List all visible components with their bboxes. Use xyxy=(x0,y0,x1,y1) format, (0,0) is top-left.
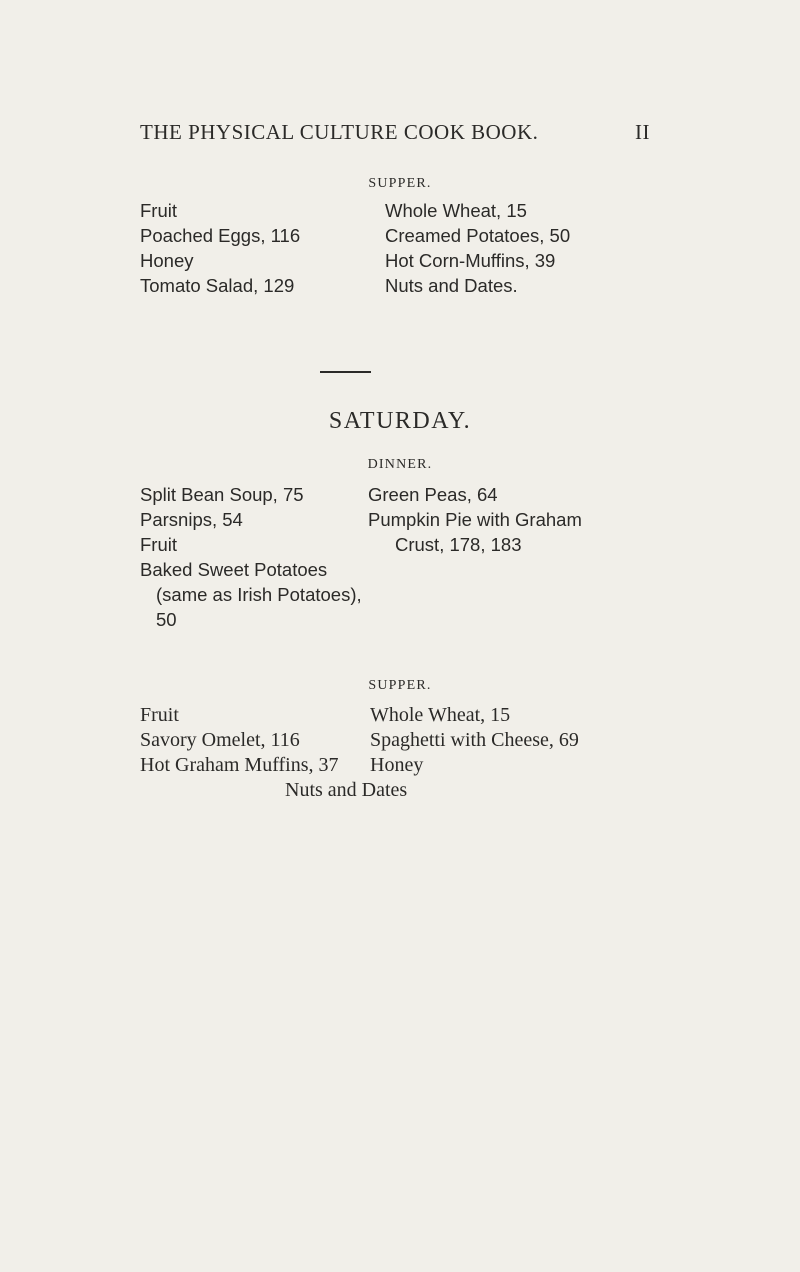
supper-heading: SUPPER. xyxy=(368,176,432,191)
menu-item: Whole Wheat, 15 xyxy=(370,704,511,726)
saturday-supper-left-column xyxy=(140,703,339,778)
menu-item: Pumpkin Pie with Graham xyxy=(368,509,582,530)
running-title: THE PHYSICAL CULTURE COOK BOOK. xyxy=(140,120,539,144)
page-number: II xyxy=(635,120,650,144)
dinner-left-column xyxy=(140,482,362,632)
dinner-heading: DINNER. xyxy=(367,457,433,472)
menu-item: Fruit xyxy=(140,534,177,555)
supper-left-column xyxy=(140,198,300,298)
menu-item: Crust, 178, 183 xyxy=(395,534,522,555)
menu-item: Hot Corn-Muffins, 39 xyxy=(385,250,556,271)
menu-item: Nuts and Dates. xyxy=(385,275,518,296)
menu-item: Spaghetti with Cheese, 69 xyxy=(370,729,579,751)
menu-item: Honey xyxy=(140,250,194,271)
menu-item: Whole Wheat, 15 xyxy=(385,200,527,221)
menu-item: Fruit xyxy=(140,200,177,221)
menu-item: Hot Graham Muffins, 37 xyxy=(140,754,339,776)
menu-item: 50 xyxy=(156,609,177,630)
menu-item: Savory Omelet, 116 xyxy=(140,729,300,751)
supper-right-column xyxy=(385,198,570,298)
menu-item: Honey xyxy=(370,754,424,776)
dinner-right-column xyxy=(368,482,582,557)
menu-item: Creamed Potatoes, 50 xyxy=(385,225,571,246)
day-heading: SATURDAY. xyxy=(328,408,472,434)
menu-item: Split Bean Soup, 75 xyxy=(140,484,304,505)
menu-item: Tomato Salad, 129 xyxy=(140,275,295,296)
menu-item: Poached Eggs, 116 xyxy=(140,225,301,246)
saturday-supper-heading: SUPPER. xyxy=(368,678,432,693)
saturday-supper-center-item: Nuts and Dates xyxy=(285,779,408,801)
menu-item: (same as Irish Potatoes), xyxy=(156,584,362,605)
menu-item: Green Peas, 64 xyxy=(368,484,498,505)
menu-item: Fruit xyxy=(140,704,179,726)
menu-item: Parsnips, 54 xyxy=(140,509,243,530)
menu-item: Baked Sweet Potatoes xyxy=(140,559,328,580)
saturday-supper-right-column xyxy=(370,703,579,778)
section-divider xyxy=(320,371,371,373)
